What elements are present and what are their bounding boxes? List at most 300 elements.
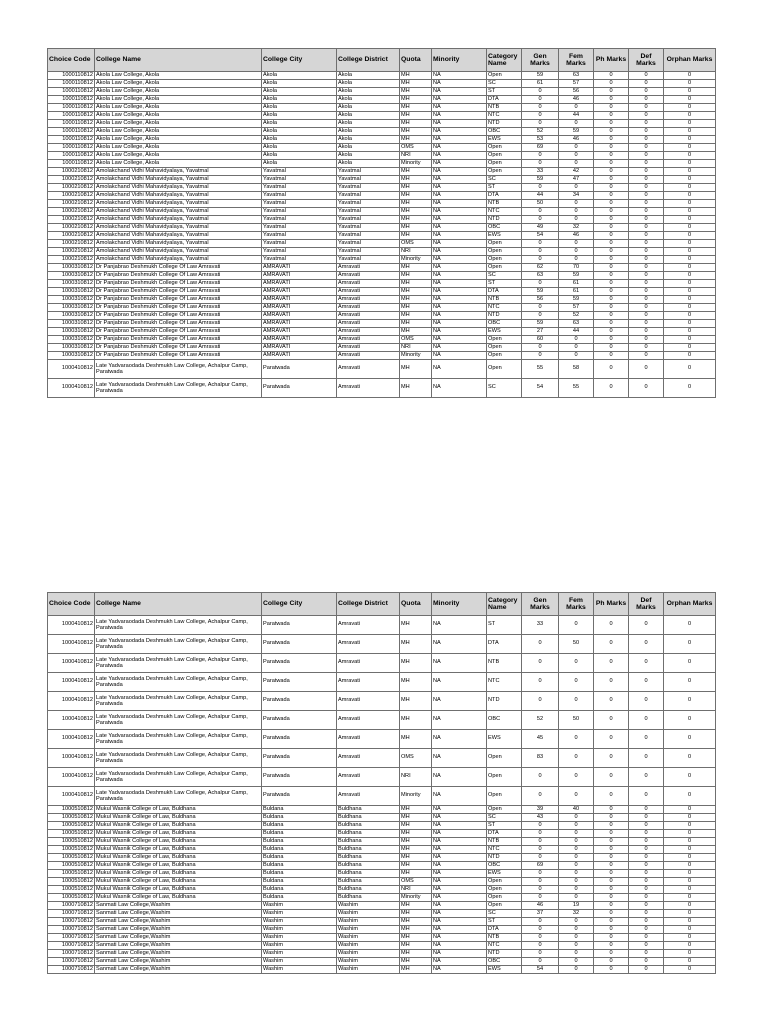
cell-def-marks: 0 — [629, 692, 664, 711]
table-row — [48, 806, 716, 814]
cell-category-name: Open — [487, 886, 522, 894]
cell-orphan-marks: 0 — [664, 934, 716, 942]
cell-def-marks: 0 — [629, 248, 664, 256]
col-def-marks: Def Marks — [629, 593, 664, 616]
cell-def-marks: 0 — [629, 806, 664, 814]
table-row — [48, 240, 716, 248]
cell-quota: MH — [400, 104, 432, 112]
cell-college-city: Akola — [262, 160, 337, 168]
cell-quota: MH — [400, 711, 432, 730]
cell-college-name: Late Yadvaraodada Deshmukh Law College, Achalpur Camp, Paratwada — [95, 787, 262, 806]
cell-quota: MH — [400, 926, 432, 934]
cell-quota: NRI — [400, 248, 432, 256]
cell-minority: NA — [432, 878, 487, 886]
cell-college-name: Amolakchand Vidhi Mahavidyalaya, Yavatmal — [95, 232, 262, 240]
table-row — [48, 296, 716, 304]
cell-college-city: Washim — [262, 942, 337, 950]
table-row — [48, 886, 716, 894]
cell-college-name: Late Yadvaraodada Deshmukh Law College, Achalpur Camp, Paratwada — [95, 768, 262, 787]
cell-fem-marks: 34 — [559, 192, 594, 200]
table-row — [48, 654, 716, 673]
cell-college-city: Buldana — [262, 870, 337, 878]
cell-college-city: Buldana — [262, 838, 337, 846]
cell-category-name: NTC — [487, 304, 522, 312]
cell-fem-marks: 0 — [559, 120, 594, 128]
cell-ph-marks: 0 — [594, 312, 629, 320]
cell-quota: MH — [400, 88, 432, 96]
cell-category-name: Open — [487, 894, 522, 902]
cell-category-name: ST — [487, 918, 522, 926]
cell-college-district: Washim — [337, 942, 400, 950]
cell-minority: NA — [432, 264, 487, 272]
cell-college-district: Yavatmal — [337, 168, 400, 176]
cell-orphan-marks: 0 — [664, 336, 716, 344]
cell-ph-marks: 0 — [594, 886, 629, 894]
cell-ph-marks: 0 — [594, 96, 629, 104]
cell-orphan-marks: 0 — [664, 918, 716, 926]
cell-fem-marks: 0 — [559, 768, 594, 787]
cell-quota: MH — [400, 328, 432, 336]
cell-orphan-marks: 0 — [664, 112, 716, 120]
table-row — [48, 320, 716, 328]
cell-college-district: Akola — [337, 144, 400, 152]
cell-category-name: NTB — [487, 200, 522, 208]
table-row — [48, 152, 716, 160]
cell-ph-marks: 0 — [594, 136, 629, 144]
cell-minority: NA — [432, 838, 487, 846]
table-row — [48, 966, 716, 974]
cell-choice-code: 1000410812 — [48, 749, 95, 768]
cell-def-marks: 0 — [629, 379, 664, 398]
cell-orphan-marks: 0 — [664, 216, 716, 224]
cell-def-marks: 0 — [629, 336, 664, 344]
cell-ph-marks: 0 — [594, 846, 629, 854]
cell-category-name: NTC — [487, 673, 522, 692]
cell-college-city: AMRAVATI — [262, 312, 337, 320]
cell-quota: OMS — [400, 878, 432, 886]
cell-category-name: Open — [487, 344, 522, 352]
cell-college-name: Amolakchand Vidhi Mahavidyalaya, Yavatmal — [95, 200, 262, 208]
cell-minority: NA — [432, 112, 487, 120]
cell-minority: NA — [432, 934, 487, 942]
cell-orphan-marks: 0 — [664, 88, 716, 96]
cell-gen-marks: 54 — [522, 966, 559, 974]
cell-gen-marks: 0 — [522, 256, 559, 264]
cell-minority: NA — [432, 120, 487, 128]
cell-orphan-marks: 0 — [664, 272, 716, 280]
cell-def-marks: 0 — [629, 730, 664, 749]
cell-quota: MH — [400, 958, 432, 966]
cell-college-city: Paratwada — [262, 711, 337, 730]
table-row — [48, 168, 716, 176]
cell-college-name: Mukul Wasnik College of Law, Buldhana — [95, 886, 262, 894]
cell-minority: NA — [432, 918, 487, 926]
cell-orphan-marks: 0 — [664, 128, 716, 136]
cell-minority: NA — [432, 886, 487, 894]
table-row — [48, 312, 716, 320]
cell-college-name: Sanmati Law College,Washim — [95, 910, 262, 918]
cell-fem-marks: 0 — [559, 966, 594, 974]
cell-category-name: Open — [487, 240, 522, 248]
cell-college-district: Amravati — [337, 673, 400, 692]
cell-ph-marks: 0 — [594, 862, 629, 870]
cell-college-district: Akola — [337, 72, 400, 80]
cell-def-marks: 0 — [629, 822, 664, 830]
table-row — [48, 862, 716, 870]
cell-def-marks: 0 — [629, 886, 664, 894]
cell-minority: NA — [432, 862, 487, 870]
cell-orphan-marks: 0 — [664, 224, 716, 232]
cell-orphan-marks: 0 — [664, 264, 716, 272]
cell-college-name: Akola Law College, Akola — [95, 104, 262, 112]
cell-college-city: Yavatmal — [262, 200, 337, 208]
cell-orphan-marks: 0 — [664, 304, 716, 312]
cell-college-district: Buldhana — [337, 894, 400, 902]
cell-college-name: Mukul Wasnik College of Law, Buldhana — [95, 854, 262, 862]
cell-college-name: Sanmati Law College,Washim — [95, 958, 262, 966]
cell-minority: NA — [432, 616, 487, 635]
cell-ph-marks: 0 — [594, 120, 629, 128]
cell-gen-marks: 69 — [522, 862, 559, 870]
cell-def-marks: 0 — [629, 88, 664, 96]
cell-ph-marks: 0 — [594, 224, 629, 232]
cell-category-name: Open — [487, 352, 522, 360]
cell-category-name: NTD — [487, 692, 522, 711]
cell-college-city: Washim — [262, 902, 337, 910]
cutoff-table-1 — [47, 48, 716, 398]
cell-def-marks: 0 — [629, 144, 664, 152]
cell-college-name: Amolakchand Vidhi Mahavidyalaya, Yavatmal — [95, 208, 262, 216]
cell-def-marks: 0 — [629, 344, 664, 352]
cell-choice-code: 1000410812 — [48, 730, 95, 749]
cell-gen-marks: 52 — [522, 711, 559, 730]
cell-minority: NA — [432, 304, 487, 312]
table-row — [48, 104, 716, 112]
cell-ph-marks: 0 — [594, 192, 629, 200]
cell-gen-marks: 45 — [522, 730, 559, 749]
col-category-name: Category Name — [487, 49, 522, 72]
cell-def-marks: 0 — [629, 104, 664, 112]
cell-ph-marks: 0 — [594, 80, 629, 88]
cell-fem-marks: 19 — [559, 902, 594, 910]
cell-ph-marks: 0 — [594, 72, 629, 80]
cell-choice-code: 1000310812 — [48, 328, 95, 336]
cell-category-name: Open — [487, 72, 522, 80]
cell-gen-marks: 46 — [522, 902, 559, 910]
cell-college-district: Yavatmal — [337, 256, 400, 264]
cell-college-district: Amravati — [337, 360, 400, 379]
cell-fem-marks: 0 — [559, 208, 594, 216]
cell-minority: NA — [432, 360, 487, 379]
cell-fem-marks: 44 — [559, 112, 594, 120]
cell-college-name: Mukul Wasnik College of Law, Buldhana — [95, 806, 262, 814]
cell-college-district: Amravati — [337, 749, 400, 768]
cell-college-district: Amravati — [337, 711, 400, 730]
cell-ph-marks: 0 — [594, 328, 629, 336]
table-row — [48, 136, 716, 144]
cell-college-district: Buldhana — [337, 878, 400, 886]
cell-fem-marks: 61 — [559, 288, 594, 296]
cell-college-city: Buldana — [262, 814, 337, 822]
cell-orphan-marks: 0 — [664, 232, 716, 240]
cell-category-name: NTB — [487, 104, 522, 112]
cell-college-name: Amolakchand Vidhi Mahavidyalaya, Yavatmal — [95, 240, 262, 248]
cell-quota: NRI — [400, 152, 432, 160]
cell-choice-code: 1000510812 — [48, 886, 95, 894]
cell-fem-marks: 0 — [559, 144, 594, 152]
cell-choice-code: 1000310812 — [48, 264, 95, 272]
cell-quota: MH — [400, 379, 432, 398]
cell-quota: MH — [400, 846, 432, 854]
cell-minority: NA — [432, 184, 487, 192]
cell-choice-code: 1000510812 — [48, 822, 95, 830]
cell-choice-code: 1000210812 — [48, 208, 95, 216]
cell-fem-marks: 0 — [559, 870, 594, 878]
cell-college-district: Akola — [337, 128, 400, 136]
cell-quota: MH — [400, 128, 432, 136]
cell-gen-marks: 0 — [522, 654, 559, 673]
cell-minority: NA — [432, 787, 487, 806]
cell-college-name: Akola Law College, Akola — [95, 136, 262, 144]
cell-choice-code: 1000410812 — [48, 379, 95, 398]
cell-category-name: SC — [487, 176, 522, 184]
cell-orphan-marks: 0 — [664, 886, 716, 894]
cell-ph-marks: 0 — [594, 926, 629, 934]
cell-ph-marks: 0 — [594, 352, 629, 360]
cell-orphan-marks: 0 — [664, 894, 716, 902]
table-row — [48, 768, 716, 787]
cell-college-name: Sanmati Law College,Washim — [95, 926, 262, 934]
cell-college-city: AMRAVATI — [262, 328, 337, 336]
cell-college-city: Buldana — [262, 846, 337, 854]
cell-gen-marks: 44 — [522, 192, 559, 200]
table-row — [48, 878, 716, 886]
cell-fem-marks: 0 — [559, 616, 594, 635]
cell-fem-marks: 59 — [559, 272, 594, 280]
cell-fem-marks: 0 — [559, 344, 594, 352]
cell-gen-marks: 0 — [522, 88, 559, 96]
cell-choice-code: 1000210812 — [48, 240, 95, 248]
cell-quota: MH — [400, 730, 432, 749]
cell-choice-code: 1000710812 — [48, 966, 95, 974]
cell-fem-marks: 70 — [559, 264, 594, 272]
col-college-district: College District — [337, 593, 400, 616]
cell-def-marks: 0 — [629, 814, 664, 822]
col-def-marks: Def Marks — [629, 49, 664, 72]
cell-orphan-marks: 0 — [664, 296, 716, 304]
cell-college-name: Sanmati Law College,Washim — [95, 934, 262, 942]
cell-quota: MH — [400, 862, 432, 870]
cell-ph-marks: 0 — [594, 216, 629, 224]
cell-college-city: Washim — [262, 950, 337, 958]
cell-gen-marks: 0 — [522, 958, 559, 966]
cell-orphan-marks: 0 — [664, 878, 716, 886]
cell-def-marks: 0 — [629, 910, 664, 918]
cell-college-city: Paratwada — [262, 616, 337, 635]
cell-college-city: Akola — [262, 88, 337, 96]
cell-college-name: Mukul Wasnik College of Law, Buldhana — [95, 878, 262, 886]
table-row — [48, 264, 716, 272]
cell-quota: MH — [400, 232, 432, 240]
cell-choice-code: 1000310812 — [48, 272, 95, 280]
table-row — [48, 950, 716, 958]
cell-gen-marks: 0 — [522, 312, 559, 320]
cell-minority: NA — [432, 192, 487, 200]
col-college-name: College Name — [95, 593, 262, 616]
cell-gen-marks: 27 — [522, 328, 559, 336]
cell-gen-marks: 0 — [522, 918, 559, 926]
cell-gen-marks: 0 — [522, 950, 559, 958]
cell-quota: MH — [400, 814, 432, 822]
cell-quota: MH — [400, 312, 432, 320]
table-row — [48, 360, 716, 379]
cell-quota: NRI — [400, 886, 432, 894]
cell-category-name: NTC — [487, 846, 522, 854]
cell-def-marks: 0 — [629, 942, 664, 950]
cell-fem-marks: 0 — [559, 336, 594, 344]
cell-college-name: Late Yadvaraodada Deshmukh Law College, Achalpur Camp, Paratwada — [95, 730, 262, 749]
cell-orphan-marks: 0 — [664, 846, 716, 854]
table-row — [48, 894, 716, 902]
cell-choice-code: 1000510812 — [48, 878, 95, 886]
cell-college-district: Washim — [337, 926, 400, 934]
cell-fem-marks: 0 — [559, 152, 594, 160]
cell-college-name: Dr Panjabrao Deshmukh College Of Law Amravati — [95, 336, 262, 344]
cell-quota: MH — [400, 192, 432, 200]
cell-college-district: Amravati — [337, 304, 400, 312]
table-row — [48, 208, 716, 216]
cell-quota: MH — [400, 200, 432, 208]
cell-def-marks: 0 — [629, 768, 664, 787]
cell-category-name: Open — [487, 264, 522, 272]
cell-fem-marks: 0 — [559, 934, 594, 942]
cell-orphan-marks: 0 — [664, 711, 716, 730]
cell-gen-marks: 0 — [522, 208, 559, 216]
header-row — [48, 593, 716, 616]
cell-gen-marks: 0 — [522, 240, 559, 248]
cell-college-district: Buldhana — [337, 822, 400, 830]
cell-fem-marks: 0 — [559, 918, 594, 926]
cell-category-name: Open — [487, 360, 522, 379]
table-row — [48, 902, 716, 910]
cell-college-city: Paratwada — [262, 692, 337, 711]
cell-choice-code: 1000110812 — [48, 104, 95, 112]
cell-quota: MH — [400, 870, 432, 878]
cell-ph-marks: 0 — [594, 128, 629, 136]
cell-college-name: Late Yadvaraodada Deshmukh Law College, Achalpur Camp, Paratwada — [95, 711, 262, 730]
cell-orphan-marks: 0 — [664, 280, 716, 288]
cell-fem-marks: 42 — [559, 168, 594, 176]
cell-college-district: Yavatmal — [337, 192, 400, 200]
cell-college-city: Yavatmal — [262, 184, 337, 192]
table-row — [48, 846, 716, 854]
cell-fem-marks: 59 — [559, 128, 594, 136]
cell-quota: MH — [400, 838, 432, 846]
cell-college-city: Paratwada — [262, 730, 337, 749]
cell-minority: NA — [432, 942, 487, 950]
cell-gen-marks: 0 — [522, 673, 559, 692]
cell-quota: Minority — [400, 160, 432, 168]
cell-choice-code: 1000510812 — [48, 870, 95, 878]
cell-def-marks: 0 — [629, 749, 664, 768]
cell-orphan-marks: 0 — [664, 910, 716, 918]
cell-minority: NA — [432, 926, 487, 934]
cell-minority: NA — [432, 288, 487, 296]
cell-orphan-marks: 0 — [664, 958, 716, 966]
cell-fem-marks: 61 — [559, 280, 594, 288]
cell-def-marks: 0 — [629, 200, 664, 208]
cell-minority: NA — [432, 136, 487, 144]
cell-gen-marks: 0 — [522, 787, 559, 806]
cell-college-city: Akola — [262, 104, 337, 112]
cell-quota: MH — [400, 902, 432, 910]
cell-fem-marks: 63 — [559, 72, 594, 80]
cell-college-district: Amravati — [337, 296, 400, 304]
cell-choice-code: 1000510812 — [48, 854, 95, 862]
cell-ph-marks: 0 — [594, 942, 629, 950]
cell-category-name: ST — [487, 616, 522, 635]
cell-def-marks: 0 — [629, 176, 664, 184]
cell-minority: NA — [432, 128, 487, 136]
cell-category-name: OBC — [487, 958, 522, 966]
cell-fem-marks: 57 — [559, 80, 594, 88]
cell-college-district: Amravati — [337, 312, 400, 320]
table-row — [48, 96, 716, 104]
cell-minority: NA — [432, 168, 487, 176]
table-row — [48, 635, 716, 654]
cell-minority: NA — [432, 902, 487, 910]
cell-gen-marks: 83 — [522, 749, 559, 768]
cell-category-name: NTB — [487, 654, 522, 673]
cell-fem-marks: 0 — [559, 838, 594, 846]
table-row — [48, 830, 716, 838]
col-orphan-marks: Orphan Marks — [664, 49, 716, 72]
cell-ph-marks: 0 — [594, 336, 629, 344]
cell-college-name: Mukul Wasnik College of Law, Buldhana — [95, 822, 262, 830]
cell-college-district: Akola — [337, 96, 400, 104]
table-row — [48, 336, 716, 344]
cell-orphan-marks: 0 — [664, 200, 716, 208]
cell-gen-marks: 0 — [522, 934, 559, 942]
cell-def-marks: 0 — [629, 902, 664, 910]
cell-minority: NA — [432, 80, 487, 88]
table-body — [48, 72, 716, 398]
cell-college-city: Yavatmal — [262, 208, 337, 216]
cell-gen-marks: 0 — [522, 635, 559, 654]
cell-quota: MH — [400, 296, 432, 304]
cell-college-city: AMRAVATI — [262, 304, 337, 312]
cell-minority: NA — [432, 344, 487, 352]
cell-college-district: Amravati — [337, 328, 400, 336]
cell-choice-code: 1000510812 — [48, 846, 95, 854]
cell-quota: MH — [400, 264, 432, 272]
cell-category-name: Open — [487, 749, 522, 768]
cell-orphan-marks: 0 — [664, 136, 716, 144]
cell-category-name: Open — [487, 256, 522, 264]
cell-college-name: Amolakchand Vidhi Mahavidyalaya, Yavatmal — [95, 168, 262, 176]
cell-gen-marks: 55 — [522, 360, 559, 379]
cell-college-district: Akola — [337, 152, 400, 160]
cell-def-marks: 0 — [629, 184, 664, 192]
cell-fem-marks: 59 — [559, 296, 594, 304]
cell-college-district: Amravati — [337, 288, 400, 296]
cell-minority: NA — [432, 224, 487, 232]
cell-category-name: EWS — [487, 136, 522, 144]
cell-college-city: Akola — [262, 96, 337, 104]
cell-gen-marks: 0 — [522, 894, 559, 902]
cell-category-name: DTA — [487, 96, 522, 104]
cell-quota: Minority — [400, 256, 432, 264]
